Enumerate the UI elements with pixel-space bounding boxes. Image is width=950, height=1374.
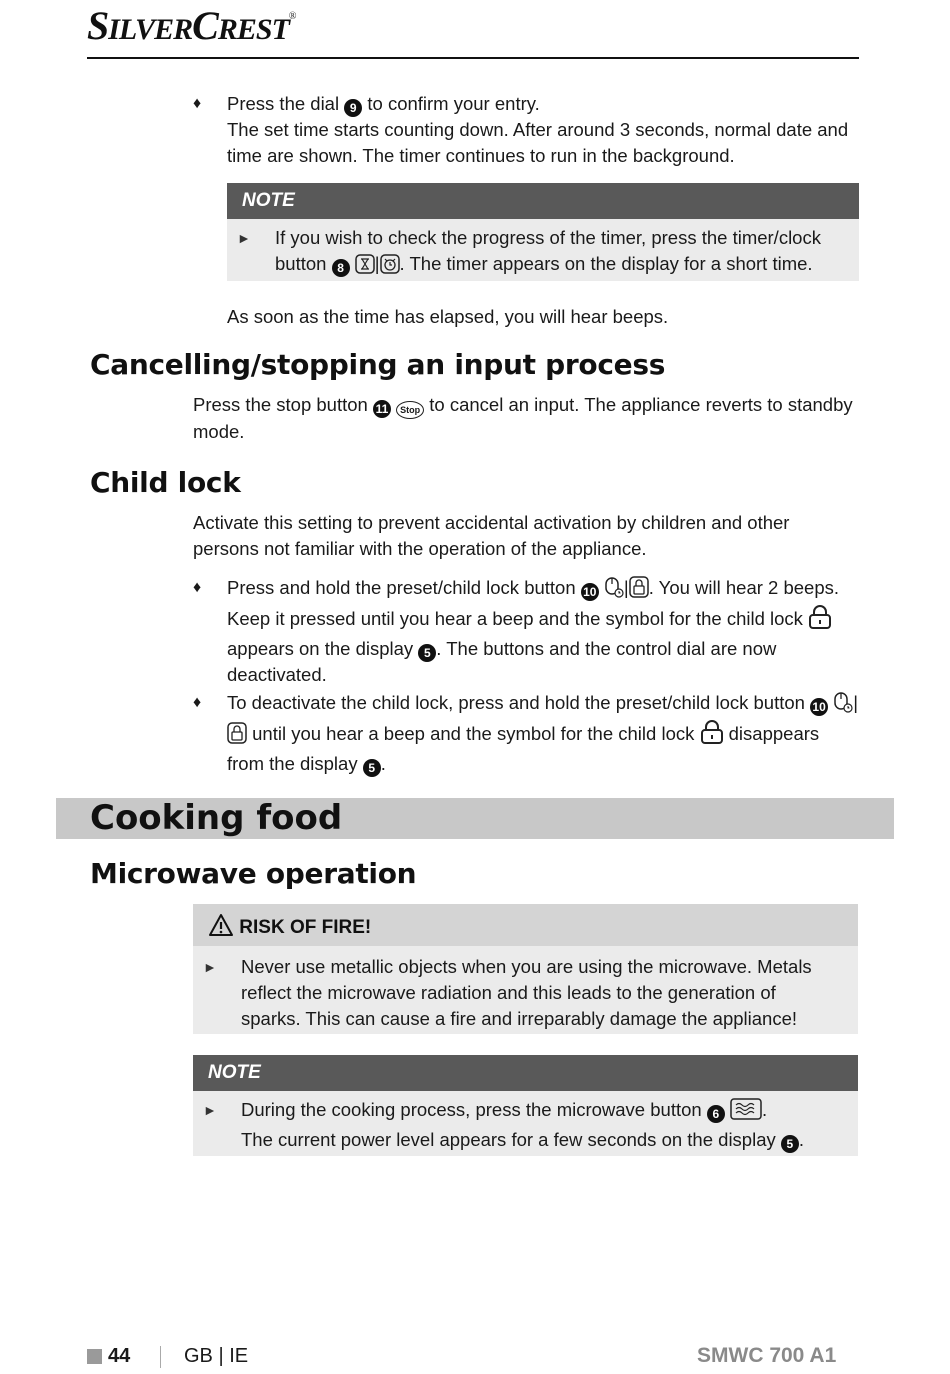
brand-logo: SILVERCREST® — [87, 3, 296, 48]
elapsed-text: As soon as the time has elapsed, you will hear beeps. — [227, 306, 669, 327]
note-box: NOTE ► If you wish to check the progress of the timer, press the timer/clock button 8 | . The timer appears on the display for a short time. — [227, 183, 859, 281]
part-number-badge: 5 — [418, 644, 436, 662]
preset-icon — [833, 691, 853, 720]
preset-icon — [604, 576, 624, 605]
part-number-badge: 6 — [707, 1105, 725, 1123]
diamond-bullet-icon: ♦ — [193, 95, 202, 112]
part-number-badge: 10 — [581, 583, 599, 601]
hourglass-icon — [355, 254, 375, 281]
note-title: NOTE — [227, 183, 859, 219]
header-rule — [87, 57, 859, 59]
part-number-badge: 10 — [810, 698, 828, 716]
lock-icon — [629, 576, 649, 605]
page-number: 44 — [108, 1345, 131, 1367]
timer-description: The set time starts counting down. After around 3 seconds, normal date and time are shown. The timer continues to run in the background. — [227, 119, 849, 166]
warning-box — [193, 904, 858, 1034]
section-heading-childlock: Child lock — [90, 466, 241, 499]
note-box: NOTE ► During the cooking process, press the microwave button 6 . The current power level appears for a few seconds on the display 5 . — [193, 1055, 858, 1156]
warning-title: RISK OF FIRE! — [193, 904, 858, 946]
section-heading-cancel: Cancelling/stopping an input process — [90, 348, 666, 381]
cancel-text: Press the stop button 11 Stop to cancel an input. The appliance reverts to standby mode. — [193, 394, 853, 442]
list-item: ♦ To deactivate the child lock, press and hold the preset/child lock button 10 | until you hear a beep and the symbol for the child lock disappears from the display 5 . — [193, 692, 859, 775]
stop-icon: Stop — [396, 401, 424, 419]
footer-divider — [160, 1346, 161, 1368]
warning-text: Never use metallic objects when you are using the microwave. Metals reflect the microwave radiation and this leads to the generation of sparks. This can cause a fire and irreparably damage the appliance! — [241, 956, 812, 1029]
list-item: ♦ Press and hold the preset/child lock button 10 | . You will hear 2 beeps. Keep it pressed until you hear a beep and the symbol for the child lock appears on the display 5 . The buttons and the control dial are now deactivated. — [193, 575, 859, 688]
note-title: NOTE — [193, 1055, 858, 1091]
part-number-badge: 5 — [363, 759, 381, 777]
lock-icon — [808, 605, 832, 636]
lock-icon — [227, 722, 247, 751]
arrow-bullet-icon: ► — [237, 230, 251, 246]
footer-square-icon — [87, 1349, 102, 1364]
chapter-title: Cooking food — [90, 798, 343, 838]
model-number: SMWC 700 A1 — [697, 1344, 837, 1367]
footer-languages: GB | IE — [184, 1345, 249, 1367]
section-heading-microwave: Microwave operation — [90, 857, 417, 890]
part-number-badge: 11 — [373, 400, 391, 418]
part-number-badge: 8 — [332, 259, 350, 277]
arrow-bullet-icon: ► — [203, 959, 217, 975]
childlock-intro: Activate this setting to prevent accidental activation by children and other persons not familiar with the operation of the appliance. — [193, 512, 790, 559]
arrow-bullet-icon: ► — [203, 1102, 217, 1118]
lock-icon — [700, 720, 724, 751]
diamond-bullet-icon: ♦ — [193, 579, 202, 596]
part-number-badge: 5 — [781, 1135, 799, 1153]
warning-triangle-icon — [208, 908, 234, 956]
microwave-waves-icon — [730, 1098, 762, 1127]
diamond-bullet-icon: ♦ — [193, 694, 202, 711]
part-number-badge: 9 — [344, 99, 362, 117]
list-item: ♦ Press the dial 9 to confirm your entry. The set time starts counting down. After around 3 seconds, normal date and time are shown. The timer continues to run in the background. — [193, 91, 863, 169]
alarm-clock-icon — [380, 254, 400, 281]
